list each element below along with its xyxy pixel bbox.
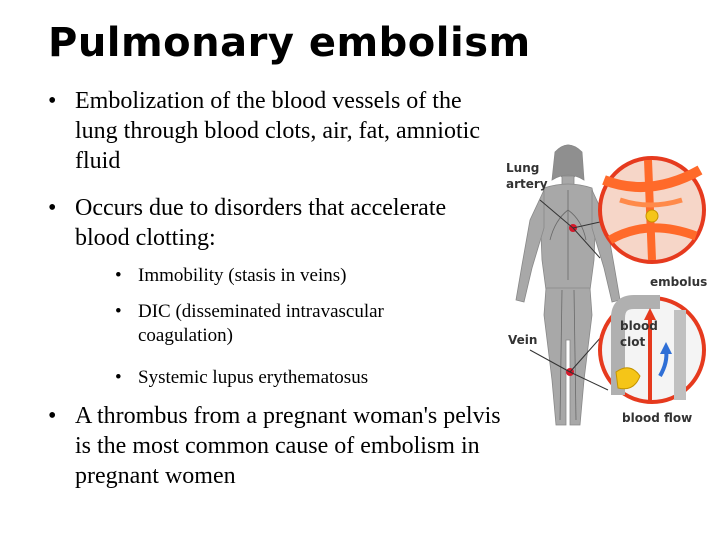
sub-bullet-immobility — [115, 264, 475, 288]
bullet-marker: • — [48, 195, 57, 221]
blood-clot-label: clot — [620, 335, 646, 349]
lung-artery-label: Lung — [506, 161, 540, 175]
bullet-text: Embolization of the blood vessels of the lung through blood clots, air, fat, amniotic fluid — [75, 88, 480, 174]
vein-zoom — [600, 298, 704, 402]
bullet-marker: • — [48, 88, 57, 114]
bullet-causes — [48, 193, 498, 253]
bullet-text: Occurs due to disorders that accelerate blood clotting: — [75, 195, 447, 251]
vein-label: Vein — [508, 333, 538, 347]
bullet-embolization — [48, 86, 498, 176]
sub-bullet-marker: • — [115, 367, 122, 388]
lung-artery-label: artery — [506, 177, 548, 191]
embolus-label: embolus — [650, 275, 708, 289]
lung-artery-zoom — [600, 158, 704, 262]
sub-bullet-lupus — [115, 366, 475, 390]
sub-bullet-text: Immobility (stasis in veins) — [138, 265, 347, 286]
sub-bullet-text: DIC (disseminated intravascular coagulation) — [138, 301, 384, 346]
blood-flow-label: blood flow — [622, 411, 693, 425]
bullet-marker: • — [48, 403, 57, 429]
sub-bullet-dic — [115, 300, 475, 348]
bullet-pregnancy — [48, 401, 518, 491]
slide-title: Pulmonary embolism — [48, 20, 531, 66]
sub-bullet-text: Systemic lupus erythematosus — [138, 367, 369, 388]
sub-bullet-marker: • — [115, 301, 122, 322]
blood-clot-label: blood — [620, 319, 658, 333]
embolus-dot — [646, 210, 658, 222]
sub-bullet-marker: • — [115, 265, 122, 286]
bullet-text: A thrombus from a pregnant woman's pelvis is the most common cause of embolism in pregnant women — [75, 403, 501, 489]
pulmonary-embolism-illustration — [500, 140, 710, 440]
